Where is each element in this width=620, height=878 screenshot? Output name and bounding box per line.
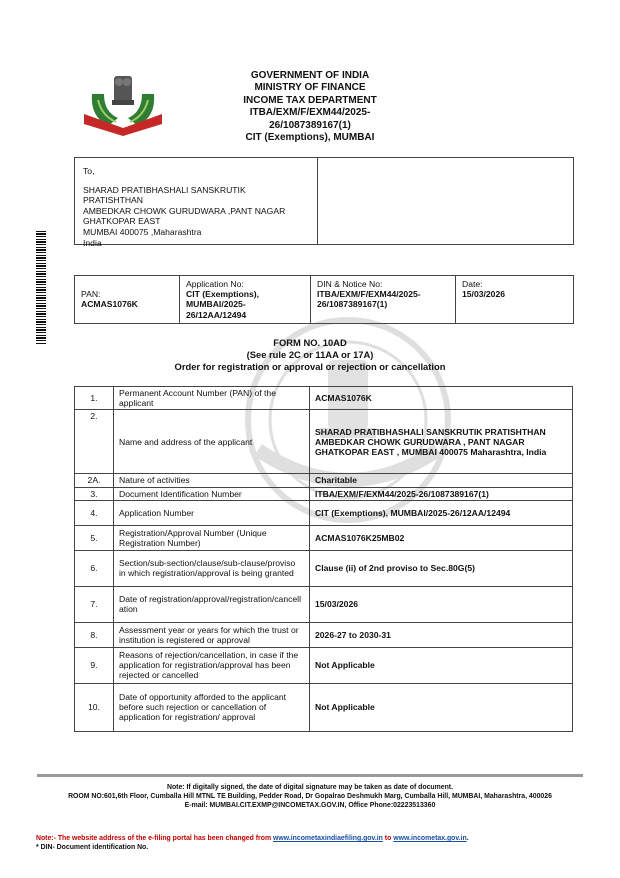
row-description: Permanent Account Number (PAN) of the applicant (114, 387, 310, 410)
row-value: ITBA/EXM/F/EXM44/2025-26/1087389167(1) (310, 487, 573, 500)
row-description: Section/sub-section/clause/sub-clause/proviso in which registration/approval is being granted (114, 550, 310, 586)
table-row (75, 550, 573, 586)
form-title-block (150, 337, 470, 373)
row-number: 4. (75, 500, 114, 525)
row-value: Clause (ii) of 2nd proviso to Sec.80G(5) (310, 550, 573, 586)
address-line: PRATISHTHAN (83, 195, 144, 206)
row-value: SHARAD PRATIBHASHALI SANSKRUTIK PRATISHTHAN AMBEDKAR CHOWK GURUDWARA , PANT NAGAR GHATKOPAR EAST , MUMBAI 400075 Maharashtra, India (310, 410, 573, 474)
row-description: Date of registration/approval/registration/cancellation (114, 586, 310, 622)
address-line: AMBEDKAR CHOWK GURUDWARA ,PANT NAGAR (83, 205, 286, 216)
signature-note: Note: If digitally signed, the date of digital signature may be taken as date of document. (166, 784, 453, 791)
old-portal-link[interactable]: www.incometaxindiaefiling.gov.in (273, 835, 383, 842)
form-rule: (See rule 2C or 11AA or 17A) (246, 349, 374, 360)
din-value: ITBA/EXM/F/EXM44/2025- (317, 289, 421, 300)
row-value: Charitable (310, 474, 573, 487)
portal-note-to: to (382, 835, 394, 842)
barcode (36, 231, 46, 345)
row-number: 2. (75, 410, 114, 474)
addressee-divider (317, 158, 318, 244)
row-description: Reasons of rejection/cancellation, in case if the application for registration/approval has been rejected or cancelled (114, 647, 310, 683)
row-description: Document Identification Number (114, 487, 310, 500)
table-row (75, 474, 573, 487)
row-value: Not Applicable (310, 683, 573, 731)
portal-note-text: Note:- The website address of the e-filing portal has been changed from (36, 835, 273, 842)
table-row (75, 410, 573, 474)
document-header (200, 70, 420, 144)
addressee-box (74, 157, 574, 248)
portal-note-end: . (466, 835, 469, 842)
form-subtitle: Order for registration or approval or rejection or cancellation (174, 361, 446, 372)
header-line: ITBA/EXM/F/EXM44/2025- (249, 107, 371, 119)
date-cell (456, 276, 574, 324)
row-value: CIT (Exemptions), MUMBAI/2025-26/12AA/12494 (310, 500, 573, 525)
row-number: 2A. (75, 474, 114, 487)
row-number: 9. (75, 647, 114, 683)
address-line: India (83, 237, 102, 248)
row-number: 1. (75, 387, 114, 410)
new-portal-link[interactable]: www.incometax.gov.in (393, 835, 467, 842)
portal-note (36, 834, 596, 852)
row-description: Assessment year or years for which the trust or institution is registered or approval (114, 622, 310, 647)
table-row (75, 500, 573, 525)
office-address: ROOM NO:601,6th Floor, Cumballa Hill MTNL TE Building, Pedder Road, Dr Gopalrao Deshmukh Marg, Cumballa Hill, MUMBAI, Maharashtra, 400026 (68, 793, 552, 801)
footer-block (30, 783, 590, 811)
income-tax-logo (78, 66, 168, 136)
table-row (75, 387, 573, 410)
address-line: SHARAD PRATIBHASHALI SANSKRUTIK (83, 184, 246, 195)
header-line: INCOME TAX DEPARTMENT (243, 94, 377, 106)
row-value: Not Applicable (310, 647, 573, 683)
header-line: MINISTRY OF FINANCE (254, 82, 366, 94)
row-value: ACMAS1076K (310, 387, 573, 410)
row-description: Date of opportunity afforded to the applicant before such rejection or cancellation of application for registration/ approval (114, 683, 310, 731)
row-value: 15/03/2026 (310, 586, 573, 622)
pan-label: PAN: (81, 289, 101, 300)
application-value: MUMBAI/2025- (186, 299, 246, 310)
application-value: CIT (Exemptions), (186, 289, 260, 300)
application-value: 26/12AA/12494 (186, 309, 247, 320)
pan-cell (75, 276, 180, 324)
row-number: 10. (75, 683, 114, 731)
table-row (75, 525, 573, 550)
header-line: CIT (Exemptions), MUMBAI (245, 132, 375, 144)
address-line: MUMBAI 400075 ,Maharashtra (83, 226, 202, 237)
row-number: 8. (75, 622, 114, 647)
header-line: GOVERNMENT OF INDIA (250, 70, 370, 81)
date-label: Date: (462, 279, 483, 289)
date-value: 15/03/2026 (462, 289, 506, 300)
footer-rule (37, 774, 583, 777)
row-description: Name and address of the applicant (114, 410, 310, 474)
contact-line: E-mail: MUMBAI.CIT.EXMP@INCOMETAX.GOV.IN, Office Phone:02223513360 (184, 802, 436, 810)
header-line: 26/1087389167(1) (269, 119, 351, 131)
row-description: Nature of activities (114, 474, 310, 487)
address-line: GHATKOPAR EAST (83, 216, 161, 227)
row-value: ACMAS1076K25MB02 (310, 525, 573, 550)
form-number: FORM NO. 10AD (273, 337, 347, 348)
row-number: 6. (75, 550, 114, 586)
order-details-table (74, 386, 573, 732)
table-row (75, 622, 573, 647)
din-value: 26/1087389167(1) (317, 299, 388, 310)
application-label: Application No: (186, 279, 244, 289)
table-row (75, 683, 573, 731)
addressee-text (83, 166, 285, 248)
row-number: 3. (75, 487, 114, 500)
to-label: To, (83, 166, 95, 176)
row-description: Registration/Approval Number (Unique Registration Number) (114, 525, 310, 550)
row-number: 7. (75, 586, 114, 622)
table-row (75, 647, 573, 683)
row-value: 2026-27 to 2030-31 (310, 622, 573, 647)
table-row (75, 586, 573, 622)
din-label: DIN & Notice No: (317, 279, 383, 289)
pan-value: ACMAS1076K (81, 299, 138, 310)
din-footnote: * DIN- Document identification No. (36, 844, 149, 851)
row-description: Application Number (114, 500, 310, 525)
table-row (75, 487, 573, 500)
row-number: 5. (75, 525, 114, 550)
